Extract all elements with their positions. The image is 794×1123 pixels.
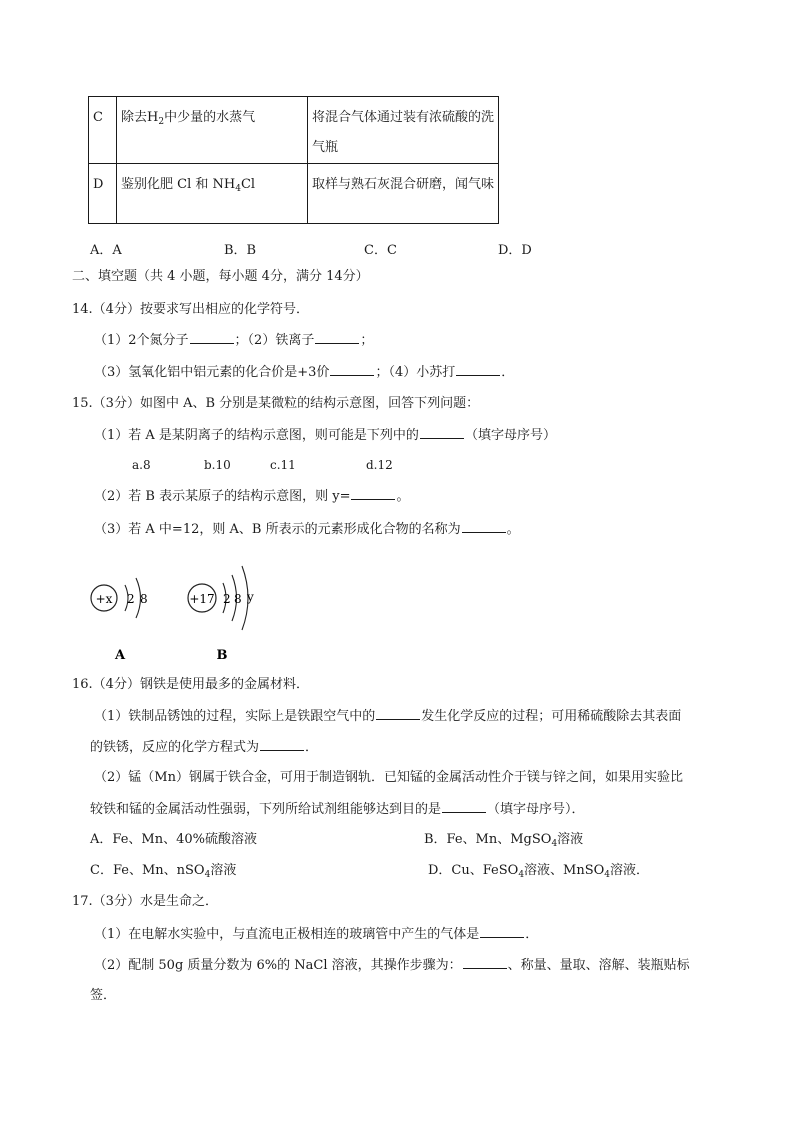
option-c: c.11 [270,458,296,472]
answer-blank[interactable] [315,332,359,344]
section-header: 二、填空题（共 4 小题，每小题 4分，满分 14分） [72,269,369,284]
answer-blank[interactable] [463,957,507,969]
q16-option-b[interactable]: B．Fe、Mn、MgSO$_4$溶液 [424,832,584,849]
atom-diagrams [84,548,284,668]
answer-blank[interactable] [420,427,464,439]
q16-option-d[interactable]: D．Cu、FeSO$_4$溶液、MnSO$_4$溶液． [428,863,650,880]
nucleus-a-charge: +x [95,592,113,606]
nucleus-b-charge: +17 [189,592,215,606]
q17-line3: 签． [90,988,117,1003]
shell-count: 8 [234,592,242,606]
q16-option-c[interactable]: C．Fe、Mn、nSO$_4$溶液 [90,863,237,880]
q16-option-a[interactable]: A．Fe、Mn、40%硫酸溶液 [90,832,257,847]
q17-line2: （2）配制 50g 质量分数为 6%的 NaCl 溶液，其操作步骤为： 、称量、量取、溶解、装瓶贴标 [94,958,690,973]
answer-blank[interactable] [190,332,234,344]
q15-line3: （3）若 A 中=12，则 A、B 所表示的元素形成化合物的名称为 。 [94,522,520,537]
q14-line1: （1）2个氮分子 ；（2）铁离子 ； [94,333,374,348]
answer-blank[interactable] [351,488,395,500]
q16-stem: 16.（4分）钢铁是使用最多的金属材料． [72,677,309,692]
option-a: a.8 [132,458,151,472]
answer-blank[interactable] [330,364,374,376]
shell-count: 2 [223,592,231,606]
atom-a [91,578,148,663]
answer-blank[interactable] [462,521,506,533]
q16-line4: 较铁和锰的金属活动性强弱，下列所给试剂组能够达到目的是 （填字母序号）． [90,802,585,817]
q16-line2: 的铁锈，反应的化学方程式为 ． [90,740,319,755]
choice-a[interactable]: A．A [90,243,122,258]
answer-blank[interactable] [260,739,304,751]
row-purpose: 鉴别化肥 Cl 和 $NH_4Cl$ [117,164,308,224]
atom-b [188,566,254,663]
answer-blank[interactable] [456,364,500,376]
q17-line1: （1）在电解水实验中，与直流电正极相连的玻璃管中产生的气体是 ． [94,927,539,942]
table-row [89,97,499,164]
options-table [88,96,499,224]
q16-line3: （2）锰（Mn）钢属于铁合金，可用于制造钢轨．已知锰的金属活动性介于镁与锌之间，如果用实验比 [94,770,683,785]
choice-d[interactable]: D．D [498,243,532,258]
shell-count: y [247,590,254,604]
shell-count: 8 [140,592,148,606]
row-id: D [89,164,117,224]
q14-stem: 14.（4分）按要求写出相应的化学符号． [72,302,309,317]
q14-line2: （3）氢氧化铝中铝元素的化合价是+3价 ；（4）小苏打 ． [94,365,515,380]
answer-blank[interactable] [376,708,420,720]
choice-c[interactable]: C．C [364,243,397,258]
row-purpose: 除去$H_2$中少量的水蒸气 [117,97,308,164]
option-d: d.12 [366,458,393,472]
atom-label-a: A [114,648,126,663]
choice-b[interactable]: B．B [224,243,257,258]
shell-count: 2 [127,592,135,606]
table-row [89,164,499,224]
atom-label-b: B [216,648,228,663]
option-b: b.10 [204,458,231,472]
answer-blank[interactable] [480,926,524,938]
answer-blank[interactable] [442,801,486,813]
row-method: 取样与熟石灰混合研磨，闻气味 [308,164,499,224]
q17-stem: 17.（3分）水是生命之． [72,894,218,909]
row-method: 将混合气体通过装有浓硫酸的洗气瓶 [308,97,499,164]
q15-line1: （1）若 A 是某阴离子的结构示意图，则可能是下列中的 （填字母序号） [94,428,556,443]
q15-line2: （2）若 B 表示某原子的结构示意图，则 y= 。 [94,489,410,504]
q16-line1: （1）铁制品锈蚀的过程，实际上是铁跟空气中的 发生化学反应的过程；可用稀硫酸除去其表面 [94,709,682,724]
row-id: C [89,97,117,164]
q15-stem: 15.（3分）如图中 A、B 分别是某微粒的结构示意图，回答下列问题： [72,396,480,411]
